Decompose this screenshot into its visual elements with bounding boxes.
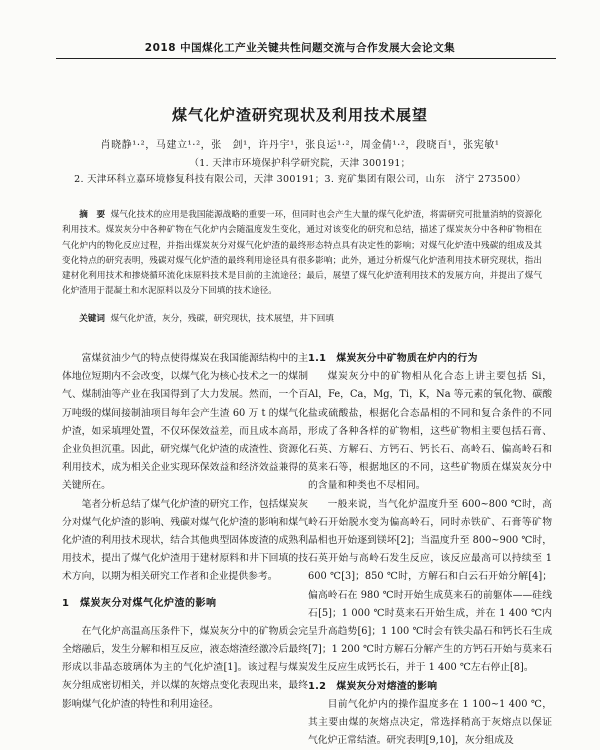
intro-paragraph-1: 富煤贫油少气的特点使得煤炭在我国能源结构中的主体地位短期内不会改变，以煤气化为核心技术之一的煤制气、煤制油等产业在我国得到了大力发展。然而，一个百万吨级的煤间接制油项目每年会产生渣 60 万 t 的煤气化炉渣，如采填埋处置，不仅环保效益差，而且成本高昂，企业负担沉重。因此，研究煤气化炉渣的成渣性、资源化利用技术，成为相关企业实现环保效益和经济效益兼得的关键所在。 bbox=[62, 353, 308, 492]
paper-title: 煤气化炉渣研究现状及利用技术展望 bbox=[171, 106, 428, 124]
right-column bbox=[308, 350, 552, 750]
abstract-text: 煤气化技术的应用是我国能源战略的重要一环，但同时也会产生大量的煤气化炉渣，将需研究可批量消纳的资源化利用技术。煤炭灰分中各种矿物在气化炉内会随温度发生变化，通过对该变化的研究和总结，描述了煤炭灰分中各种矿物相在气化炉内的物化反应过程，并指出煤炭灰分对煤气化炉渣的最终形态特点具有决定性的影响；对煤气化炉渣中残碳的组成及其变化特点的研究表明，残碳对煤气化炉渣的最终利用途径具有很多影响；此外，通过分析煤气化炉渣利用技术研究现状，指出建材化利用技术和掺烧循环流化床原料技术是目前的主流途径；最后，展望了煤气化炉渣利用技术的发展方向，并提出了煤气化炉渣用于混凝土和水泥原料以及分下回填的技术途径。 bbox=[62, 210, 542, 297]
author-list: 肖晓静¹·²，马建立¹·²，张 剑¹，许丹宇¹，张良运¹·²，周金倩¹·²，段晓百¹，张宪敏¹ bbox=[100, 140, 500, 151]
subsection-1-1-paragraph-a: 煤炭灰分中的矿物相从化合态上讲主要包括 Si，Al，Fe，Ca，Mg，Ti，K，Na 等元素的氧化物、碳酸盐或硫酸盐，根据化合态晶相的不同和复合条件的不同形成了各种各样的矿物相，这些矿物相主要包括石膏、石英、方解石、方钙石、钙长石、高岭石、偏高岭石和莫来石等，根据地区的不同，这些矿物质在煤炭灰分中的含量和种类也不尽相同。 bbox=[308, 371, 552, 492]
intro-paragraph-2: 笔者分析总结了煤气化炉渣的研究工作，包括煤炭灰分对煤气化炉渣的影响、残碳对煤气化炉渣的影响和煤气化炉渣的利用技术现状，结合其他典型固体废渣的成熟利用技术，提出了煤气化炉渣用于建材原料和井下回填的技术方向，以期为相关研究工作者和企业提供参考。 bbox=[62, 498, 308, 583]
keywords-text: 煤气化炉渣，灰分，残碳，研究现状，技术展望，井下回填 bbox=[110, 314, 334, 324]
keywords-label: 关键词 bbox=[79, 314, 105, 324]
header-rule bbox=[56, 58, 556, 59]
left-column bbox=[62, 350, 308, 714]
subsection-1-2-paragraph: 目前气化炉内的操作温度多在 1 100~1 400 ℃，其主要由煤的灰熔点决定，常选择稍高于灰熔点以保证气化炉正常结渣。研究表明[9,10]，灰分组成及 bbox=[308, 698, 552, 747]
abstract-label: 摘 要 bbox=[79, 210, 106, 220]
section-1-heading: 1 煤炭灰分对煤气化炉渣的影响 bbox=[62, 597, 217, 609]
section-1-paragraph: 在气化炉高温高压条件下，煤炭灰分中的矿物质会完全熔融后，发生分解和相互反应，液态熔渣经激冷后最终形成以非晶态玻璃体为主的气化炉渣[1]。该过程与煤炭灰分组成密切相关，并以煤的灰熔点变化表现出来，最终影响煤气化炉渣的特性和利用途径。 bbox=[62, 625, 308, 710]
subsection-1-1-heading: 1.1 煤炭灰分中矿物质在炉内的行为 bbox=[308, 353, 478, 364]
subsection-1-1-paragraph-b: 一般来说，当气化炉温度升至 600~800 ℃时，高岭石开始脱水变为偏高岭石，同时赤铁矿、石膏等矿物晶相也开始逐到镁坏[2]；当温度升至 800~900 ℃时，石英开始与高岭石发生反应，该反应最高可以持续至 1 600 ℃[3]；850 ℃时，方解石和白云石开始分解[4]；偏高岭石在 980 ℃时开始生成莫来石的前躯体——硅线石[5]；1 000 ℃时莫来石开始生成，并在 1 400 ℃内呈升高趋势[6]；1 100 ℃时会有铁尖晶石和钙长石生成[7]；1 200 ℃时方解石分解产生的方钙石开始与莫来石发生反应生成钙长石，并于 1 400 ℃左右停止[8]。 bbox=[308, 498, 552, 674]
running-head: 2018 中国煤化工产业关键共性问题交流与合作发展大会论文集 bbox=[144, 42, 456, 54]
affiliation-1: （1. 天津市环境保护科学研究院，天津 300191； bbox=[189, 158, 411, 169]
subsection-1-2-heading: 1.2 煤炭灰分对熔渣的影响 bbox=[308, 680, 438, 692]
keywords bbox=[62, 312, 542, 327]
affiliation-2: 2. 天津环科立嘉环境修复科技有限公司，天津 300191；3. 兖矿集团有限公司，山东 济宁 273500） bbox=[74, 174, 526, 185]
abstract bbox=[62, 208, 542, 300]
